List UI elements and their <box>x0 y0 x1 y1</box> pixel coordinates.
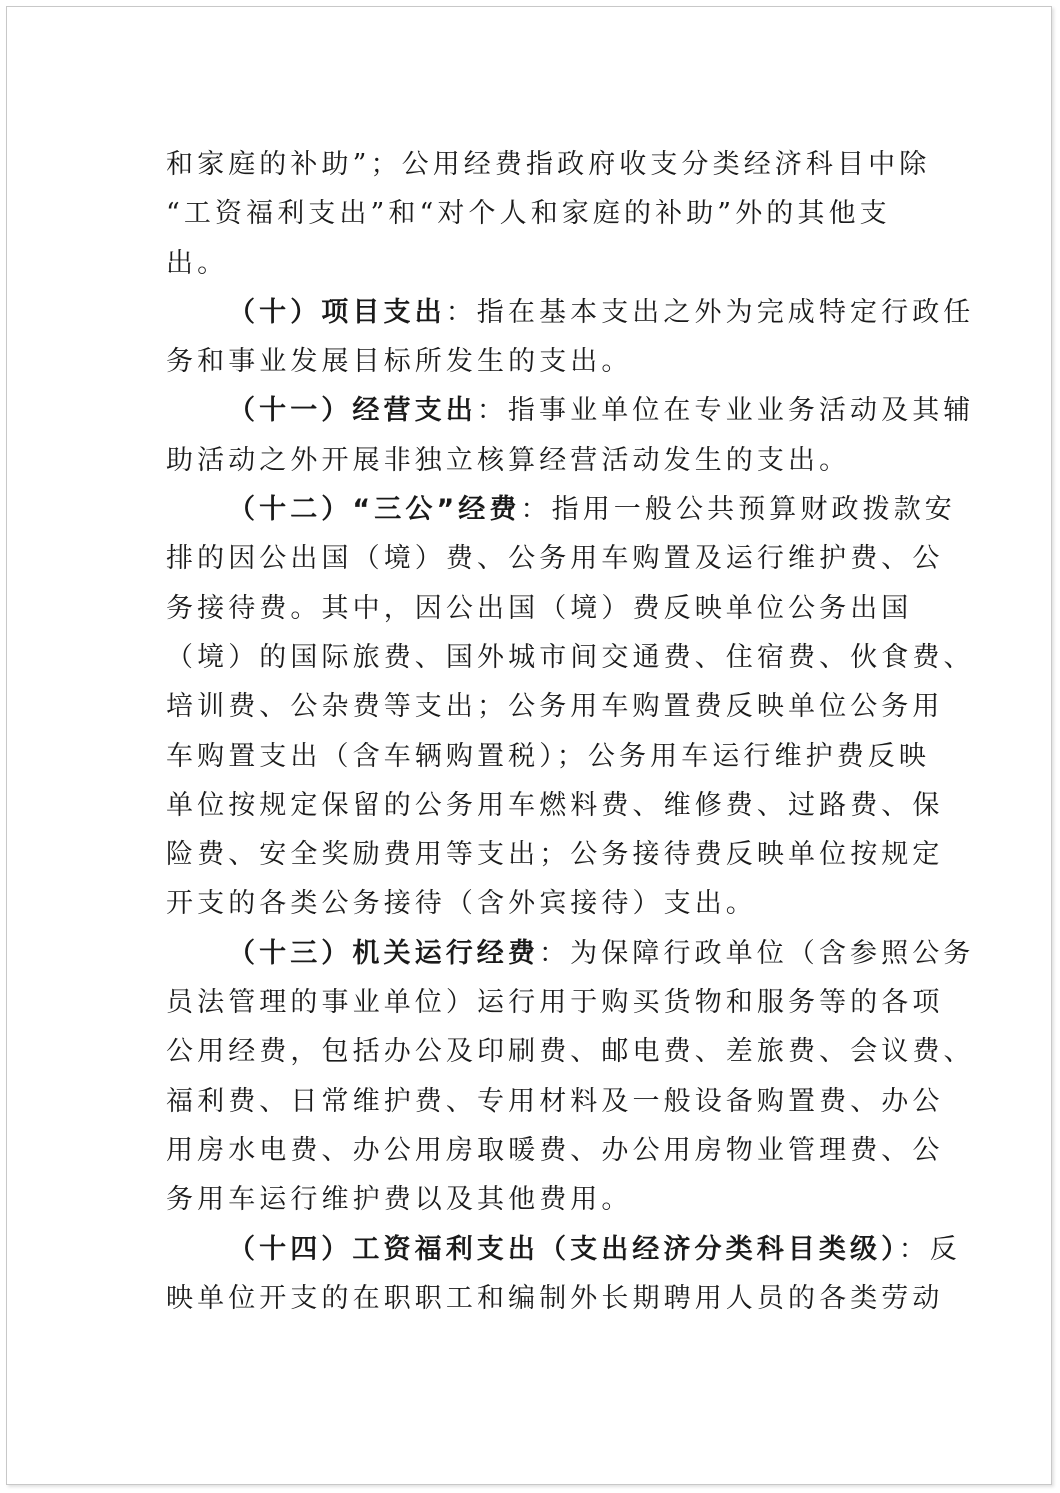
text-line <box>166 534 944 583</box>
text-line <box>166 781 944 830</box>
text-line <box>166 879 906 928</box>
text-line <box>166 239 906 288</box>
line-text: 务接待费。其中，因公出国（境）费反映单位公务出国 <box>166 592 913 624</box>
line-text: ：指事业单位在专业业务活动及其辅 <box>476 395 975 427</box>
line-text: 培训费、公杂费等支出；公务用车购置费反映单位公务用 <box>166 691 944 723</box>
text-line <box>166 288 975 337</box>
term-heading: （十四）工资福利支出（支出经济分类科目类级） <box>228 1233 899 1265</box>
text-line <box>166 140 931 189</box>
term-heading: （十一）经营支出 <box>228 395 477 427</box>
text-line <box>166 436 906 485</box>
line-text: 单位按规定保留的公务用车燃料费、维修费、过路费、保 <box>166 789 944 821</box>
line-text: 福利费、日常维护费、专用材料及一般设备购置费、办公 <box>166 1085 944 1117</box>
line-text: 助活动之外开展非独立核算经营活动发生的支出。 <box>166 444 851 476</box>
line-text: ：为保障行政单位（含参照公务 <box>539 937 975 969</box>
text-line <box>166 485 956 534</box>
line-text: 和家庭的补助”；公用经费指政府收支分类经济科目中除 <box>166 149 931 180</box>
line-text: 出。 <box>166 247 229 279</box>
text-line <box>166 1225 961 1274</box>
text-line <box>166 732 930 781</box>
text-line <box>166 337 906 386</box>
text-line <box>166 633 975 682</box>
line-text: 务和事业发展目标所发生的支出。 <box>166 346 633 378</box>
document-body <box>166 140 975 1323</box>
text-line <box>166 830 944 879</box>
text-line <box>166 1274 944 1323</box>
text-line <box>166 1027 975 1076</box>
text-line <box>166 1126 944 1175</box>
text-line <box>166 682 944 731</box>
line-text: 员法管理的事业单位）运行用于购买货物和服务等的各项 <box>166 987 944 1019</box>
line-text: 用房水电费、办公用房取暖费、办公用房物业管理费、公 <box>166 1134 944 1166</box>
term-heading: （十三）机关运行经费 <box>228 937 539 969</box>
text-line <box>166 929 975 978</box>
text-line <box>166 1077 944 1126</box>
line-text: ：指用一般公共预算财政拨款安 <box>520 494 956 526</box>
line-text: 公用经费，包括办公及印刷费、邮电费、差旅费、会议费、 <box>166 1036 975 1068</box>
line-text: ：指在基本支出之外为完成特定行政任 <box>445 296 975 328</box>
line-text: 车购置支出（含车辆购置税）；公务用车运行维护费反映 <box>166 740 930 772</box>
line-text: 务用车运行维护费以及其他费用。 <box>166 1184 633 1216</box>
line-text: 映单位开支的在职职工和编制外长期聘用人员的各类劳动 <box>166 1282 944 1314</box>
line-text: 排的因公出国（境）费、公务用车购置及运行维护费、公 <box>166 543 944 575</box>
text-line <box>166 1175 906 1224</box>
term-heading: （十）项目支出 <box>228 296 446 328</box>
text-line <box>166 189 906 238</box>
line-text: 开支的各类公务接待（含外宾接待）支出。 <box>166 888 757 920</box>
text-line <box>166 386 975 435</box>
line-text: （境）的国际旅费、国外城市间交通费、住宿费、伙食费、 <box>166 641 975 673</box>
term-heading: （十二）“三公”经费 <box>228 494 521 526</box>
text-line <box>166 584 913 633</box>
text-line <box>166 978 944 1027</box>
line-text: 险费、安全奖励费用等支出；公务接待费反映单位按规定 <box>166 839 944 871</box>
line-text: “工资福利支出”和“对个人和家庭的补助”外的其他支 <box>166 198 891 230</box>
line-text: ：反 <box>898 1233 961 1265</box>
